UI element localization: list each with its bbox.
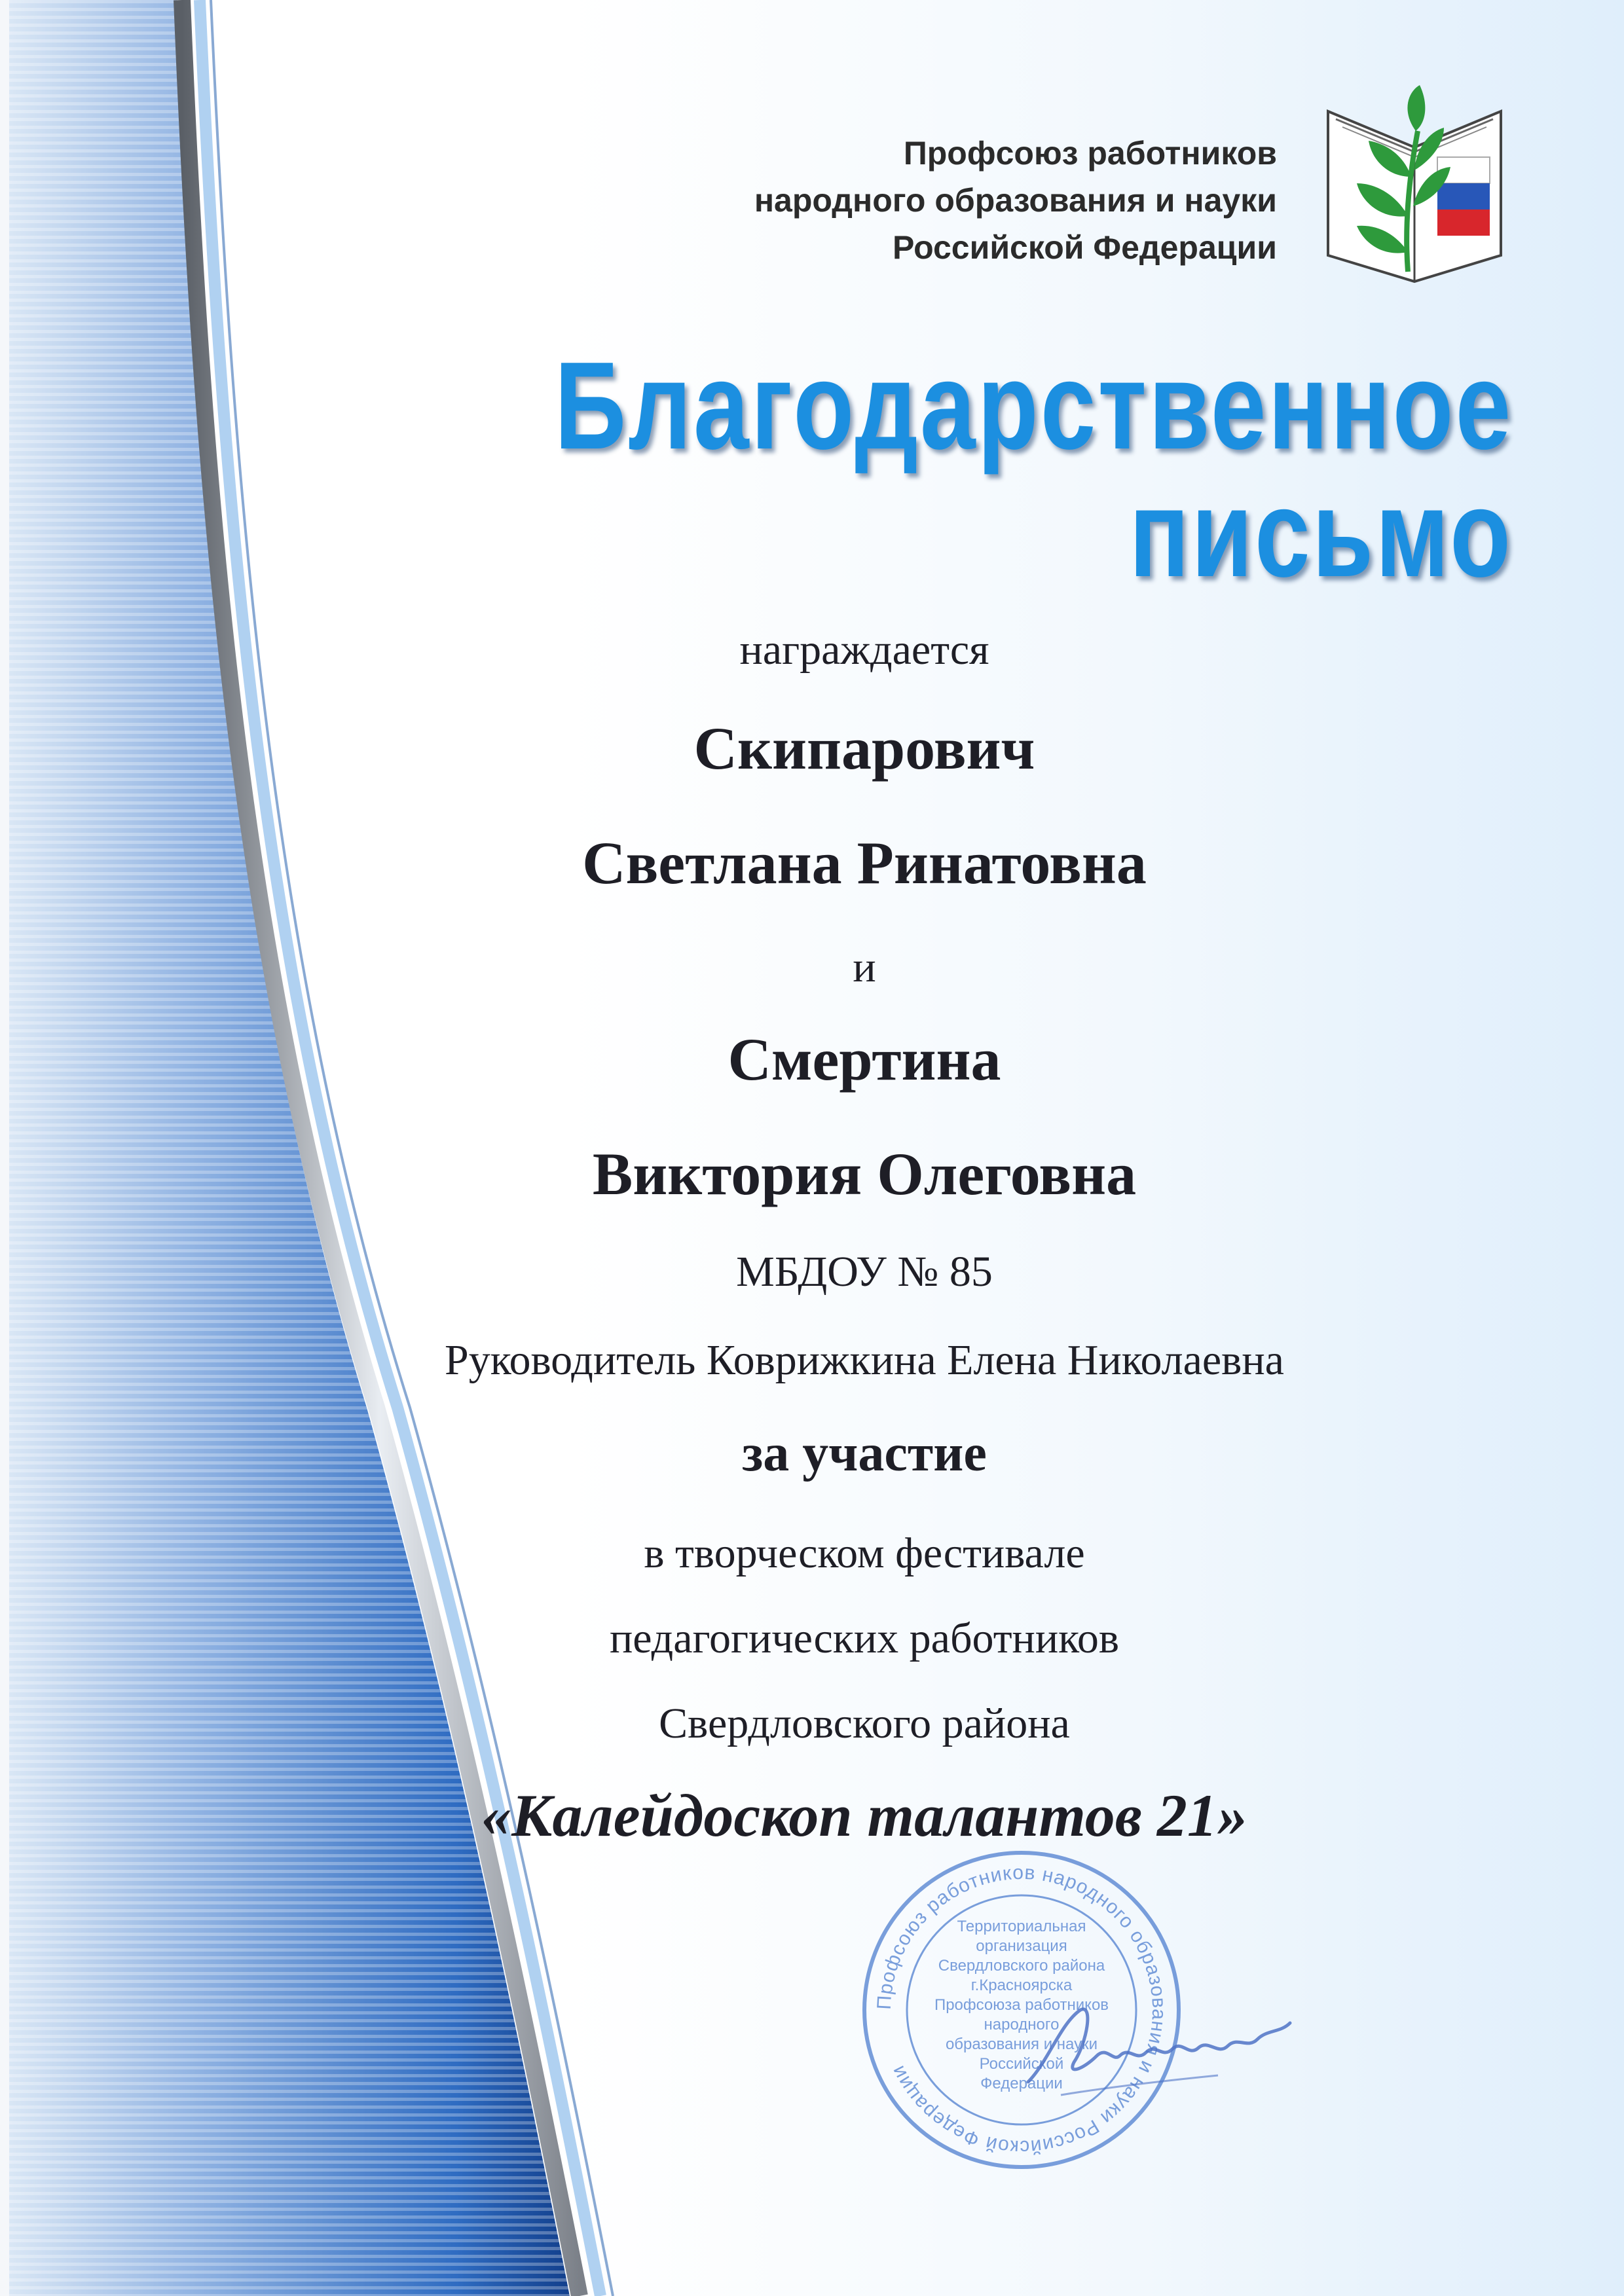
stamp-center-line: Территориальная <box>957 1918 1086 1935</box>
organization-line: Профсоюз работников <box>903 135 1277 172</box>
conjunction: и <box>853 943 876 991</box>
stamp-center-line: народного <box>984 2016 1060 2033</box>
awarded-label: награждается <box>739 626 989 674</box>
institution: МБДОУ № 85 <box>736 1248 993 1296</box>
recipient-2-surname: Смертина <box>728 1026 1001 1093</box>
stamp-center-line: Российской <box>979 2055 1064 2073</box>
organization-name <box>688 130 1277 271</box>
festival-name: «Калейдоскоп талантов 21» <box>481 1782 1247 1849</box>
stamp-center-line: Федерации <box>980 2075 1063 2092</box>
handwritten-signature <box>1022 1984 1297 2115</box>
stamp-center-line: Свердловского района <box>938 1957 1105 1975</box>
recipient-1-surname: Скипарович <box>693 715 1035 782</box>
recipient-2-name: Виктория Олеговна <box>592 1140 1137 1207</box>
union-logo-icon <box>1316 85 1513 288</box>
certificate-title-line-2: письмо <box>1129 464 1513 603</box>
stamp-center-line: организация <box>976 1937 1067 1955</box>
award-reason: за участие <box>742 1425 987 1482</box>
organization-line: народного образования и науки <box>754 182 1277 219</box>
organization-line: Российской Федерации <box>892 229 1277 266</box>
stamp-center-line: образования и науки <box>945 2035 1098 2053</box>
certificate-title-line-1: Благодарственное <box>554 337 1513 475</box>
stamp-center-line: г.Красноярска <box>970 1977 1073 1994</box>
institution-head: Руководитель Коврижкина Елена Николаевна <box>445 1336 1284 1384</box>
event-line-2: педагогических работников <box>609 1614 1120 1662</box>
page-border-left <box>0 0 9 2296</box>
stamp-center-line: Профсоюза работников <box>934 1996 1109 2014</box>
event-line-3: Свердловского района <box>659 1700 1070 1747</box>
stamp-ring-text: Профсоюз работников народного образования и науки Российской Федерации <box>873 1861 1170 2159</box>
recipient-1-name: Светлана Ринатовна <box>582 829 1147 896</box>
event-line-1: в творческом фестивале <box>644 1529 1085 1577</box>
